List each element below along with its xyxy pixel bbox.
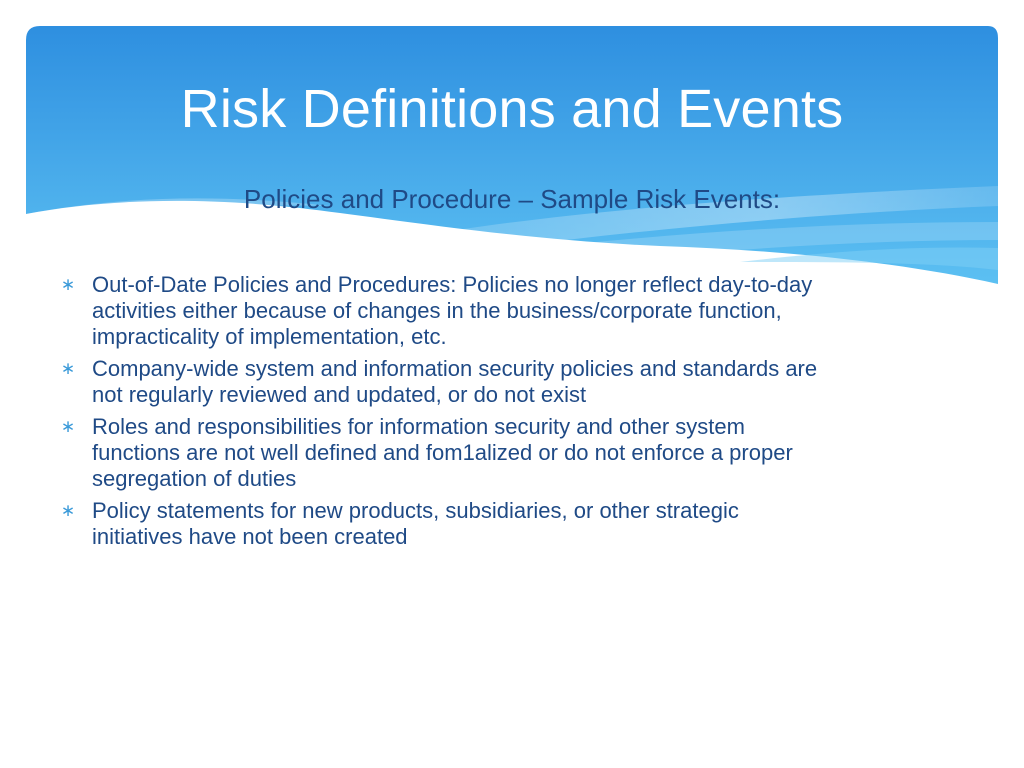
bullet-line: Policy statements for new products, subsidiaries, or other strategic [92,498,739,523]
asterisk-bullet-icon: ∗ [60,501,76,520]
bullet-line: impracticality of implementation, etc. [92,324,447,349]
header-banner [0,0,1024,300]
asterisk-bullet-icon: ∗ [60,275,76,294]
bullet-item [60,356,960,408]
bullet-line: functions are not well defined and fom1alized or do not enforce a proper [92,440,793,465]
bullet-line: Company-wide system and information security policies and standards are [92,356,818,381]
bullet-line: activities either because of changes in the business/corporate function, [92,298,782,323]
slide-title: Risk Definitions and Events [180,79,844,139]
bullet-list [60,272,960,556]
bullet-line: initiatives have not been created [92,524,408,549]
slide-subtitle: Policies and Procedure – Sample Risk Events: [243,184,781,214]
bullet-line: Roles and responsibilities for information security and other system [92,414,745,439]
bullet-line: not regularly reviewed and updated, or do not exist [92,382,587,407]
bullet-line: Out-of-Date Policies and Procedures: Policies no longer reflect day-to-day [92,272,813,297]
bullet-line: segregation of duties [92,466,297,491]
bullet-item [60,414,960,492]
asterisk-bullet-icon: ∗ [60,417,76,436]
asterisk-bullet-icon: ∗ [60,359,76,378]
bullet-item [60,272,960,350]
bullet-item [60,498,960,550]
